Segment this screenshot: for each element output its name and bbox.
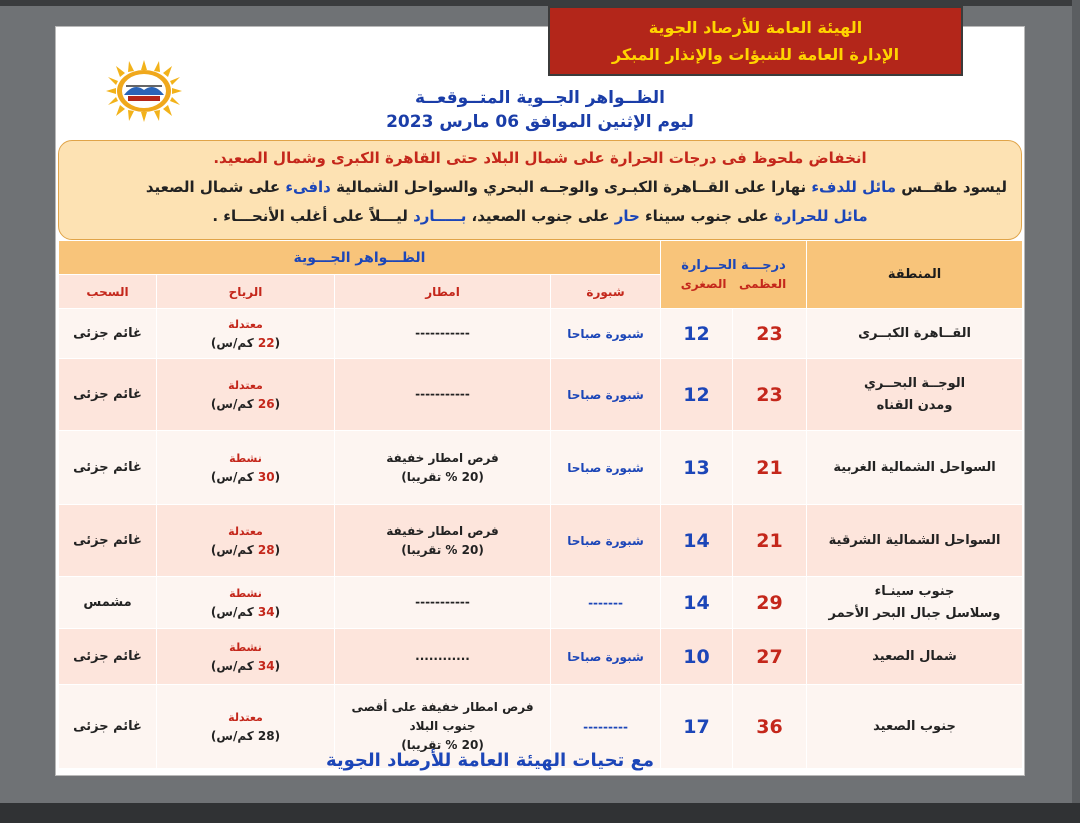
max-temperature: 36 (733, 685, 807, 769)
region-cell (807, 685, 1023, 769)
min-temperature: 12 (661, 309, 733, 359)
rain-text: فرص امطار خفيفة على أقصى (351, 700, 534, 714)
min-temperature: 12 (661, 359, 733, 431)
clouds-cell: غائم جزئى (59, 309, 157, 359)
region-name-line-2: ومدن القناه (876, 397, 953, 413)
screen-right-border (1072, 0, 1080, 823)
clouds-cell: غائم جزئى (59, 431, 157, 505)
rain-text: ----------- (415, 595, 470, 609)
wind-strength: نشطة (229, 640, 262, 654)
region-name: جنوب الصعيد (873, 718, 956, 734)
title-phenomena: الظــواهر الجــوية المتــوقعــة (415, 88, 665, 108)
wind-strength: معتدلة (228, 317, 263, 331)
table-row (59, 505, 1023, 577)
forecast-table (58, 240, 1023, 769)
column-header-rain: امطار (335, 275, 551, 309)
rain-text-3: (20 % تقريبا) (401, 738, 484, 752)
wind-cell (157, 505, 335, 577)
column-header-temperature (661, 241, 807, 309)
column-header-phenomena: الظـــواهر الجـــوية (59, 241, 661, 275)
screen-bottom-border (0, 803, 1080, 823)
title-date: ليوم الإثنين الموافق 06 مارس 2023 (386, 112, 694, 132)
rain-cell (335, 309, 551, 359)
rain-text: فرص امطار خفيفة (386, 450, 499, 465)
wind-speed-prefix: ( (274, 335, 281, 350)
summary-line-2 (73, 173, 1007, 202)
region-name: جنوب سينـاء (874, 583, 955, 599)
wind-strength: معتدلة (228, 524, 263, 538)
wind-speed-unit: كم/س) (210, 658, 258, 673)
column-header-clouds: السحب (59, 275, 157, 309)
rain-text-2: (20 % تقريبا) (401, 469, 484, 484)
rain-text-2: (20 % تقريبا) (401, 542, 484, 557)
authority-header (548, 6, 963, 76)
fog-cell: شبورة صباحا (551, 309, 661, 359)
table-row (59, 359, 1023, 431)
forecast-title (330, 86, 750, 134)
wind-speed (157, 395, 334, 414)
wind-speed-value: 34 (257, 658, 275, 673)
wind-speed (157, 541, 334, 560)
summary-text: على جنوب سيناء (639, 207, 774, 225)
min-temperature: 17 (661, 685, 733, 769)
wind-strength: معتدلة (228, 378, 263, 392)
region-cell (807, 309, 1023, 359)
wind-speed-value: 26 (257, 396, 275, 411)
rain-cell (335, 577, 551, 629)
column-header-wind: الرياح (157, 275, 335, 309)
clouds-cell: غائم جزئى (59, 505, 157, 577)
wind-speed-unit: كم/س) (210, 542, 258, 557)
table-row (59, 629, 1023, 685)
wind-cell (157, 577, 335, 629)
rain-text: ----------- (415, 387, 470, 401)
wind-cell (157, 431, 335, 505)
min-label: الصغرى (680, 276, 727, 291)
max-label: العظمى (739, 276, 787, 291)
wind-speed (157, 468, 334, 487)
rain-cell (335, 359, 551, 431)
department-name: الإدارة العامة للتنبؤات والإنذار المبكر (611, 45, 900, 64)
wind-speed-unit: كم/س) (210, 728, 258, 743)
wind-speed (157, 603, 334, 622)
region-name: شمال الصعيد (872, 648, 957, 664)
clouds-cell: غائم جزئى (59, 359, 157, 431)
min-temperature: 13 (661, 431, 733, 505)
wind-speed-unit: كم/س) (210, 396, 258, 411)
max-temperature: 21 (733, 431, 807, 505)
region-cell (807, 629, 1023, 685)
region-cell (807, 431, 1023, 505)
table-row (59, 309, 1023, 359)
clouds-cell: مشمس (59, 577, 157, 629)
table-row (59, 577, 1023, 629)
rain-cell (335, 505, 551, 577)
wind-strength: معتدلة (228, 710, 263, 724)
min-temperature: 14 (661, 505, 733, 577)
meteorological-logo-icon (106, 60, 182, 122)
wind-cell (157, 359, 335, 431)
region-cell (807, 505, 1023, 577)
wind-speed-unit: كم/س) (210, 604, 258, 619)
summary-text: ليـــلاً على أغلب الأنحـــاء . (212, 207, 414, 225)
summary-text: نهارا على القــاهرة الكبـرى والوجــه البحري والسواحل الشمالية (330, 178, 812, 196)
summary-text: على شمال الصعيد (145, 178, 286, 196)
fog-cell: شبورة صباحا (551, 431, 661, 505)
column-header-region: المنطقة (807, 241, 1023, 309)
summary-highlight: مائل للدفء (811, 178, 897, 196)
rain-cell (335, 431, 551, 505)
wind-speed (157, 334, 334, 353)
min-temperature: 14 (661, 577, 733, 629)
wind-speed-prefix: ( (274, 396, 281, 411)
max-temperature: 29 (733, 577, 807, 629)
rain-text: ----------- (415, 326, 470, 340)
wind-speed-value: 28 (257, 542, 275, 557)
summary-highlight: مائل للحرارة (773, 207, 868, 225)
rain-text-2: جنوب البلاد (409, 719, 476, 733)
fog-cell: شبورة صباحا (551, 359, 661, 431)
region-name-line-2: وسلاسل جبال البحر الأحمر (828, 605, 1001, 621)
region-cell (807, 577, 1023, 629)
temperature-label: درجـــة الحــرارة (681, 257, 786, 273)
fog-cell: شبورة صباحا (551, 505, 661, 577)
wind-speed-value: 30 (257, 469, 275, 484)
wind-strength: نشطة (229, 451, 262, 465)
clouds-cell: غائم جزئى (59, 629, 157, 685)
wind-speed-unit: كم/س) (210, 335, 258, 350)
region-name: القــاهرة الكبــرى (858, 325, 971, 341)
max-temperature: 23 (733, 359, 807, 431)
wind-strength: نشطة (229, 586, 262, 600)
wind-speed-prefix: ( (274, 604, 281, 619)
fog-cell: شبورة صباحا (551, 629, 661, 685)
wind-speed-prefix: ( (274, 542, 281, 557)
summary-alert: انخفاض ملحوظ فى درجات الحرارة على شمال البلاد حتى القاهرة الكبرى وشمال الصعيد. (213, 149, 867, 167)
wind-speed-prefix: ( (274, 469, 281, 484)
region-name: السواحل الشمالية الشرقية (828, 532, 1001, 548)
max-temperature: 21 (733, 505, 807, 577)
wind-speed-prefix: ( (274, 658, 281, 673)
wind-speed (157, 657, 334, 676)
wind-cell (157, 629, 335, 685)
summary-highlight: حار (614, 207, 640, 225)
wind-speed (157, 727, 334, 746)
summary-highlight: دافىء (285, 178, 331, 196)
region-cell (807, 359, 1023, 431)
wind-speed-unit: كم/س) (210, 469, 258, 484)
rain-text: ............ (415, 649, 470, 663)
rain-text: فرص امطار خفيفة (386, 523, 499, 538)
clouds-cell: غائم جزئى (59, 685, 157, 769)
rain-cell (335, 629, 551, 685)
authority-name: الهيئة العامة للأرصاد الجوية (648, 18, 863, 37)
min-temperature: 10 (661, 629, 733, 685)
footer-greeting: مع تحيات الهيئة العامة للأرصاد الجوية (325, 750, 655, 771)
forecast-summary (58, 140, 1022, 240)
wind-speed-value: 34 (257, 604, 275, 619)
region-name: الوجــة البحــري (864, 375, 966, 391)
table-row (59, 431, 1023, 505)
max-temperature: 27 (733, 629, 807, 685)
fog-cell: ------- (551, 577, 661, 629)
max-temperature: 23 (733, 309, 807, 359)
wind-cell (157, 309, 335, 359)
region-name: السواحل الشمالية الغربية (833, 459, 996, 475)
summary-highlight: بـــــارد (413, 207, 467, 225)
wind-speed-prefix: (28 (257, 728, 281, 743)
summary-line-3 (73, 202, 1007, 231)
fog-cell: --------- (551, 685, 661, 769)
column-header-fog: شبورة (551, 275, 661, 309)
summary-text: ليسود طقــس (896, 178, 1007, 196)
wind-speed-value: 22 (257, 335, 275, 350)
summary-text: على جنوب الصعيد، (466, 207, 615, 225)
